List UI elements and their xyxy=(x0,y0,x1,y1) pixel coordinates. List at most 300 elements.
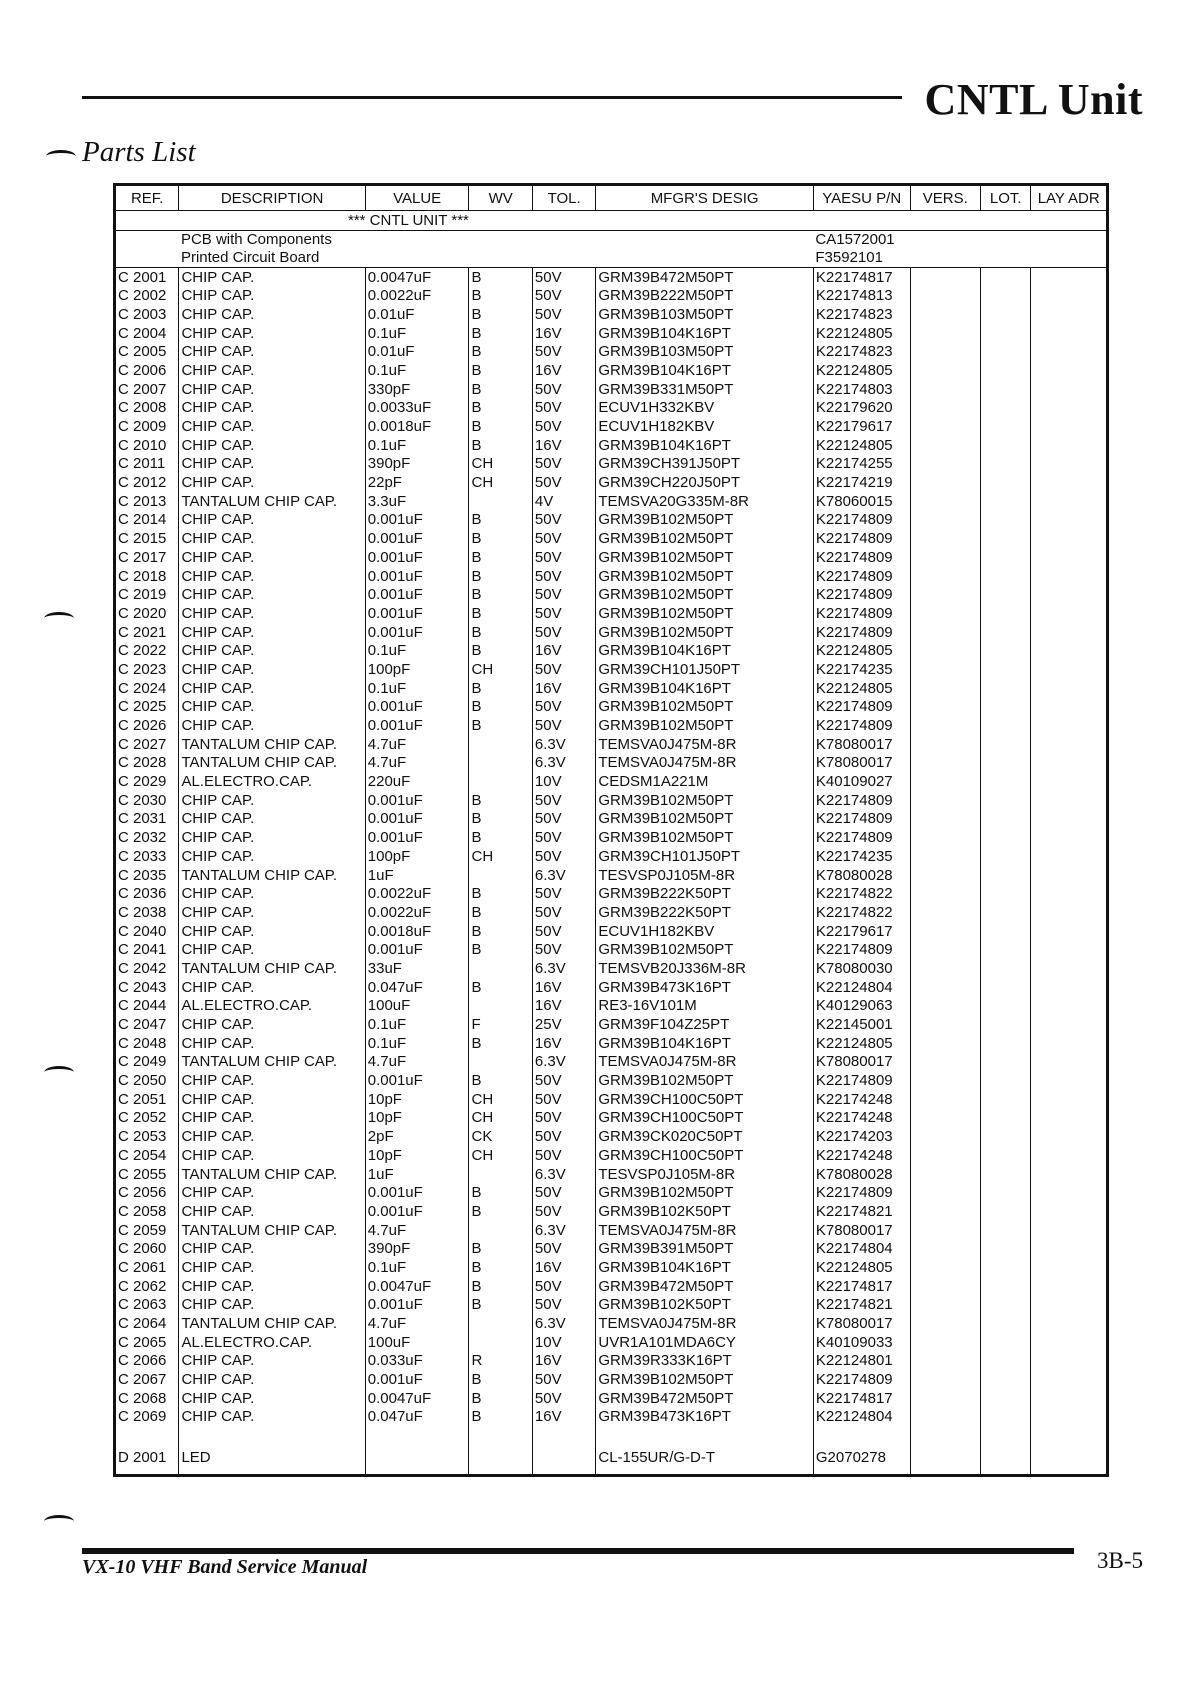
wv-cell: CH xyxy=(469,847,532,866)
description-cell: AL.ELECTRO.CAP. xyxy=(179,997,365,1016)
empty-cell xyxy=(1031,1015,1108,1034)
mfgr-cell: GRM39B102M50PT xyxy=(596,828,814,847)
part-number-cell: K40109033 xyxy=(813,1333,910,1352)
tol-cell: 50V xyxy=(532,698,595,717)
ref-cell: C 2030 xyxy=(115,791,179,810)
part-number-cell: K22174809 xyxy=(813,529,910,548)
value-cell: 0.0018uF xyxy=(365,417,469,436)
wv-cell: CH xyxy=(469,455,532,474)
mfgr-cell: GRM39B104K16PT xyxy=(596,324,814,343)
value-cell: 0.001uF xyxy=(365,940,469,959)
part-number-cell: K22174809 xyxy=(813,623,910,642)
part-number-cell: K22174803 xyxy=(813,380,910,399)
part-number-cell: K22124804 xyxy=(813,978,910,997)
wv-cell: B xyxy=(469,399,532,418)
ref-cell: C 2059 xyxy=(115,1221,179,1240)
empty-cell xyxy=(910,1221,980,1240)
wv-cell: B xyxy=(469,1277,532,1296)
mfgr-cell: GRM39B472M50PT xyxy=(596,1389,814,1408)
ref-cell: C 2064 xyxy=(115,1314,179,1333)
empty-cell xyxy=(981,997,1031,1016)
empty-cell xyxy=(1031,305,1108,324)
tol-cell: 16V xyxy=(532,436,595,455)
empty-cell xyxy=(1031,455,1108,474)
value-cell: 0.0018uF xyxy=(365,922,469,941)
empty-cell xyxy=(981,380,1031,399)
empty-cell xyxy=(1031,735,1108,754)
tol-cell: 50V xyxy=(532,1296,595,1315)
empty-cell xyxy=(910,305,980,324)
wv-cell: B xyxy=(469,623,532,642)
empty-cell xyxy=(1031,1202,1108,1221)
pcb-row xyxy=(115,249,1108,268)
description-cell: CHIP CAP. xyxy=(179,828,365,847)
empty-cell xyxy=(910,1071,980,1090)
part-number-cell: K22124805 xyxy=(813,1034,910,1053)
description-cell: CHIP CAP. xyxy=(179,1183,365,1202)
empty-cell xyxy=(981,1408,1031,1427)
value-cell: 0.1uF xyxy=(365,436,469,455)
value-cell: 390pF xyxy=(365,1239,469,1258)
empty-cell xyxy=(981,511,1031,530)
empty-cell xyxy=(981,791,1031,810)
tol-cell: 50V xyxy=(532,1277,595,1296)
empty-cell xyxy=(910,529,980,548)
table-row xyxy=(115,997,1108,1016)
description-cell: CHIP CAP. xyxy=(179,1071,365,1090)
table-row xyxy=(115,828,1108,847)
tol-cell: 6.3V xyxy=(532,866,595,885)
wv-cell: F xyxy=(469,1015,532,1034)
empty-cell xyxy=(1031,1352,1108,1371)
empty-cell xyxy=(1031,1183,1108,1202)
wv-cell xyxy=(469,997,532,1016)
tol-cell: 50V xyxy=(532,791,595,810)
description-cell: CHIP CAP. xyxy=(179,940,365,959)
mfgr-cell: GRM39B391M50PT xyxy=(596,1239,814,1258)
description-cell: CHIP CAP. xyxy=(179,567,365,586)
empty-cell xyxy=(981,1221,1031,1240)
unit-title: CNTL Unit xyxy=(924,75,1143,124)
part-number-cell: G2070278 xyxy=(813,1444,910,1476)
empty-cell xyxy=(910,267,980,286)
empty-cell xyxy=(981,1277,1031,1296)
value-cell xyxy=(365,1444,469,1476)
mfgr-cell: GRM39B104K16PT xyxy=(596,641,814,660)
table-row xyxy=(115,604,1108,623)
wv-cell xyxy=(469,959,532,978)
tol-cell: 50V xyxy=(532,922,595,941)
tol-cell: 50V xyxy=(532,1239,595,1258)
value-cell: 0.0047uF xyxy=(365,1389,469,1408)
column-header: DESCRIPTION xyxy=(179,185,365,211)
empty-cell xyxy=(910,716,980,735)
wv-cell: B xyxy=(469,1071,532,1090)
empty-cell xyxy=(910,1239,980,1258)
tol-cell: 50V xyxy=(532,1090,595,1109)
mfgr-cell: GRM39F104Z25PT xyxy=(596,1015,814,1034)
ref-cell: C 2040 xyxy=(115,922,179,941)
empty-cell xyxy=(1031,585,1108,604)
empty-cell xyxy=(1031,1277,1108,1296)
empty-cell xyxy=(981,1296,1031,1315)
wv-cell: B xyxy=(469,1183,532,1202)
part-number-cell: K22124805 xyxy=(813,1258,910,1277)
table-row xyxy=(115,342,1108,361)
mfgr-cell: TEMSVB20J336M-8R xyxy=(596,959,814,978)
description-cell: CHIP CAP. xyxy=(179,511,365,530)
ref-cell: C 2002 xyxy=(115,286,179,305)
table-row xyxy=(115,735,1108,754)
empty-cell xyxy=(1031,1053,1108,1072)
wv-cell xyxy=(469,1221,532,1240)
wv-cell xyxy=(469,1333,532,1352)
description-cell: CHIP CAP. xyxy=(179,922,365,941)
tol-cell: 16V xyxy=(532,997,595,1016)
ref-cell: C 2026 xyxy=(115,716,179,735)
mfgr-cell: GRM39B102M50PT xyxy=(596,548,814,567)
description-cell: CHIP CAP. xyxy=(179,436,365,455)
value-cell: 100pF xyxy=(365,660,469,679)
wv-cell: B xyxy=(469,810,532,829)
part-number-cell: K22174809 xyxy=(813,698,910,717)
empty-cell xyxy=(1031,417,1108,436)
empty-cell xyxy=(1031,772,1108,791)
table-row xyxy=(115,1146,1108,1165)
description-cell: CHIP CAP. xyxy=(179,698,365,717)
empty-cell xyxy=(1031,529,1108,548)
empty-cell xyxy=(910,1408,980,1427)
mfgr-cell: GRM39B331M50PT xyxy=(596,380,814,399)
table-row xyxy=(115,1071,1108,1090)
value-cell: 0.1uF xyxy=(365,1258,469,1277)
empty-cell xyxy=(910,1314,980,1333)
empty-cell xyxy=(910,548,980,567)
wv-cell: B xyxy=(469,585,532,604)
description-cell: LED xyxy=(179,1444,365,1476)
empty-cell xyxy=(910,810,980,829)
value-cell: 2pF xyxy=(365,1127,469,1146)
empty-cell xyxy=(1031,716,1108,735)
binding-mark-icon xyxy=(44,612,74,625)
table-row xyxy=(115,585,1108,604)
description-cell: CHIP CAP. xyxy=(179,1015,365,1034)
ref-cell: C 2005 xyxy=(115,342,179,361)
tol-cell: 50V xyxy=(532,604,595,623)
description-cell: TANTALUM CHIP CAP. xyxy=(179,866,365,885)
empty-cell xyxy=(981,324,1031,343)
empty-cell xyxy=(910,698,980,717)
mfgr-cell: TEMSVA0J475M-8R xyxy=(596,1314,814,1333)
ref-cell: C 2010 xyxy=(115,436,179,455)
empty-cell xyxy=(910,791,980,810)
empty-cell xyxy=(981,1183,1031,1202)
empty-cell xyxy=(981,585,1031,604)
wv-cell: B xyxy=(469,417,532,436)
table-row xyxy=(115,1183,1108,1202)
description-cell: CHIP CAP. xyxy=(179,716,365,735)
mfgr-cell: TEMSVA20G335M-8R xyxy=(596,492,814,511)
ref-cell: C 2063 xyxy=(115,1296,179,1315)
table-row xyxy=(115,679,1108,698)
empty-cell xyxy=(1031,997,1108,1016)
ref-cell: C 2048 xyxy=(115,1034,179,1053)
wv-cell: B xyxy=(469,267,532,286)
part-number-cell: K22174248 xyxy=(813,1109,910,1128)
column-header: LAY ADR xyxy=(1031,185,1108,211)
value-cell: 0.0033uF xyxy=(365,399,469,418)
part-number-cell: K22174817 xyxy=(813,1389,910,1408)
part-number-cell: K22174248 xyxy=(813,1090,910,1109)
wv-cell xyxy=(469,1165,532,1184)
mfgr-cell: GRM39CH391J50PT xyxy=(596,455,814,474)
part-number-cell: K22174809 xyxy=(813,940,910,959)
table-row xyxy=(115,772,1108,791)
value-cell: 4.7uF xyxy=(365,1053,469,1072)
tol-cell: 50V xyxy=(532,585,595,604)
empty-cell xyxy=(910,641,980,660)
empty-cell xyxy=(910,1333,980,1352)
empty-cell xyxy=(981,529,1031,548)
table-row xyxy=(115,1165,1108,1184)
ref-cell: C 2041 xyxy=(115,940,179,959)
wv-cell: CH xyxy=(469,660,532,679)
tol-cell: 50V xyxy=(532,529,595,548)
empty-cell xyxy=(1031,959,1108,978)
tol-cell: 50V xyxy=(532,1109,595,1128)
ref-cell: C 2018 xyxy=(115,567,179,586)
table-row xyxy=(115,324,1108,343)
mfgr-cell: GRM39B103M50PT xyxy=(596,342,814,361)
table-row xyxy=(115,1296,1108,1315)
description-cell: CHIP CAP. xyxy=(179,361,365,380)
empty-cell xyxy=(1031,399,1108,418)
table-row xyxy=(115,716,1108,735)
ref-cell: C 2006 xyxy=(115,361,179,380)
empty-cell xyxy=(981,492,1031,511)
empty-cell xyxy=(1031,922,1108,941)
value-cell: 220uF xyxy=(365,772,469,791)
description-cell: CHIP CAP. xyxy=(179,978,365,997)
empty-cell xyxy=(981,735,1031,754)
empty-cell xyxy=(1031,940,1108,959)
empty-cell xyxy=(1031,342,1108,361)
value-cell: 0.001uF xyxy=(365,567,469,586)
empty-cell xyxy=(1031,473,1108,492)
empty-cell xyxy=(1031,604,1108,623)
empty-cell xyxy=(910,473,980,492)
ref-cell: C 2055 xyxy=(115,1165,179,1184)
empty-cell xyxy=(910,417,980,436)
value-cell: 4.7uF xyxy=(365,754,469,773)
table-row xyxy=(115,1258,1108,1277)
table-row xyxy=(115,1202,1108,1221)
description-cell: CHIP CAP. xyxy=(179,417,365,436)
mfgr-cell: GRM39B102M50PT xyxy=(596,940,814,959)
wv-cell: B xyxy=(469,324,532,343)
empty-cell xyxy=(981,399,1031,418)
empty-cell xyxy=(981,716,1031,735)
empty-cell xyxy=(981,1090,1031,1109)
empty-cell xyxy=(910,1090,980,1109)
tol-cell: 50V xyxy=(532,903,595,922)
ref-cell: C 2024 xyxy=(115,679,179,698)
empty-cell xyxy=(1031,847,1108,866)
table-row xyxy=(115,492,1108,511)
empty-cell xyxy=(910,399,980,418)
empty-cell xyxy=(981,361,1031,380)
part-number-cell: K22174809 xyxy=(813,810,910,829)
table-row xyxy=(115,1053,1108,1072)
empty-cell xyxy=(1031,641,1108,660)
tol-cell: 6.3V xyxy=(532,959,595,978)
part-number-cell: K22174809 xyxy=(813,567,910,586)
part-number-cell: K22174809 xyxy=(813,1071,910,1090)
part-number-cell: K78080017 xyxy=(813,735,910,754)
part-number-cell: K22174235 xyxy=(813,660,910,679)
description-cell: AL.ELECTRO.CAP. xyxy=(179,772,365,791)
part-number-cell: K78080017 xyxy=(813,1221,910,1240)
value-cell: 10pF xyxy=(365,1090,469,1109)
description-cell: TANTALUM CHIP CAP. xyxy=(179,1165,365,1184)
empty-cell xyxy=(1031,380,1108,399)
wv-cell: B xyxy=(469,1408,532,1427)
empty-cell xyxy=(910,1146,980,1165)
empty-cell xyxy=(910,1109,980,1128)
table-row xyxy=(115,810,1108,829)
empty-cell xyxy=(981,959,1031,978)
table-row xyxy=(115,641,1108,660)
ref-cell: C 2032 xyxy=(115,828,179,847)
table-row xyxy=(115,548,1108,567)
description-cell: CHIP CAP. xyxy=(179,1408,365,1427)
part-number-cell: K22174809 xyxy=(813,548,910,567)
tol-cell: 16V xyxy=(532,324,595,343)
mfgr-cell: TEMSVA0J475M-8R xyxy=(596,735,814,754)
tol-cell: 50V xyxy=(532,623,595,642)
unit-label: *** CNTL UNIT *** xyxy=(115,211,1108,231)
empty-cell xyxy=(1031,567,1108,586)
empty-cell xyxy=(981,1352,1031,1371)
value-cell: 3.3uF xyxy=(365,492,469,511)
column-header: VALUE xyxy=(365,185,469,211)
ref-cell: C 2044 xyxy=(115,997,179,1016)
parts-list-table xyxy=(113,183,1109,1477)
empty-cell xyxy=(910,884,980,903)
mfgr-cell: GRM39B102M50PT xyxy=(596,623,814,642)
empty-cell xyxy=(910,997,980,1016)
value-cell: 10pF xyxy=(365,1109,469,1128)
wv-cell: B xyxy=(469,978,532,997)
empty-cell xyxy=(1031,1090,1108,1109)
value-cell: 0.1uF xyxy=(365,361,469,380)
table-row xyxy=(115,567,1108,586)
tol-cell: 4V xyxy=(532,492,595,511)
wv-cell xyxy=(469,1314,532,1333)
wv-cell: B xyxy=(469,1258,532,1277)
tol-cell: 16V xyxy=(532,1408,595,1427)
empty-cell xyxy=(981,828,1031,847)
wv-cell: B xyxy=(469,567,532,586)
ref-cell: C 2020 xyxy=(115,604,179,623)
part-number-cell: K40129063 xyxy=(813,997,910,1016)
wv-cell: B xyxy=(469,511,532,530)
empty-cell xyxy=(981,567,1031,586)
ref-cell: C 2069 xyxy=(115,1408,179,1427)
table-header-row xyxy=(115,185,1108,211)
part-number-cell: K22174823 xyxy=(813,342,910,361)
tol-cell: 50V xyxy=(532,810,595,829)
wv-cell: B xyxy=(469,1389,532,1408)
empty-cell xyxy=(910,380,980,399)
empty-cell xyxy=(1031,698,1108,717)
value-cell: 0.01uF xyxy=(365,342,469,361)
empty-cell xyxy=(910,342,980,361)
part-number-cell: K22174813 xyxy=(813,286,910,305)
empty-cell xyxy=(910,978,980,997)
value-cell: 0.001uF xyxy=(365,810,469,829)
description-cell: CHIP CAP. xyxy=(179,548,365,567)
empty-cell xyxy=(1031,1296,1108,1315)
empty-cell xyxy=(981,641,1031,660)
wv-cell: B xyxy=(469,716,532,735)
mfgr-cell: GRM39B102K50PT xyxy=(596,1296,814,1315)
description-cell: CHIP CAP. xyxy=(179,286,365,305)
value-cell: 1uF xyxy=(365,1165,469,1184)
mfgr-cell: GRM39B473K16PT xyxy=(596,1408,814,1427)
ref-cell: C 2049 xyxy=(115,1053,179,1072)
ref-cell: C 2014 xyxy=(115,511,179,530)
tol-cell: 50V xyxy=(532,473,595,492)
mfgr-cell: GRM39B102M50PT xyxy=(596,698,814,717)
mfgr-cell: GRM39B102M50PT xyxy=(596,810,814,829)
wv-cell: B xyxy=(469,361,532,380)
part-number-cell: K22174219 xyxy=(813,473,910,492)
description-cell: CHIP CAP. xyxy=(179,529,365,548)
part-number-cell: K22124805 xyxy=(813,679,910,698)
column-header: YAESU P/N xyxy=(813,185,910,211)
mfgr-cell: GRM39B104K16PT xyxy=(596,436,814,455)
part-number-cell: K22124804 xyxy=(813,1408,910,1427)
value-cell: 0.1uF xyxy=(365,1034,469,1053)
page-number: 3B-5 xyxy=(1097,1548,1143,1573)
wv-cell: CK xyxy=(469,1127,532,1146)
table-row xyxy=(115,791,1108,810)
mfgr-cell: TEMSVA0J475M-8R xyxy=(596,1221,814,1240)
description-cell: CHIP CAP. xyxy=(179,1370,365,1389)
empty-cell xyxy=(981,698,1031,717)
value-cell: 0.0022uF xyxy=(365,286,469,305)
mfgr-cell: GRM39CH100C50PT xyxy=(596,1109,814,1128)
part-number-cell: K78080017 xyxy=(813,1314,910,1333)
mfgr-cell: GRM39B102K50PT xyxy=(596,1202,814,1221)
tol-cell: 50V xyxy=(532,567,595,586)
part-number-cell: K22124801 xyxy=(813,1352,910,1371)
part-number-cell: K22174817 xyxy=(813,1277,910,1296)
wv-cell: B xyxy=(469,641,532,660)
ref-cell: C 2042 xyxy=(115,959,179,978)
value-cell: 330pF xyxy=(365,380,469,399)
value-cell: 0.047uF xyxy=(365,1408,469,1427)
empty-cell xyxy=(910,828,980,847)
column-header: VERS. xyxy=(910,185,980,211)
empty-cell xyxy=(981,1444,1031,1476)
ref-cell: C 2017 xyxy=(115,548,179,567)
empty-cell xyxy=(910,361,980,380)
value-cell: 0.001uF xyxy=(365,698,469,717)
table-row xyxy=(115,922,1108,941)
tol-cell: 16V xyxy=(532,978,595,997)
